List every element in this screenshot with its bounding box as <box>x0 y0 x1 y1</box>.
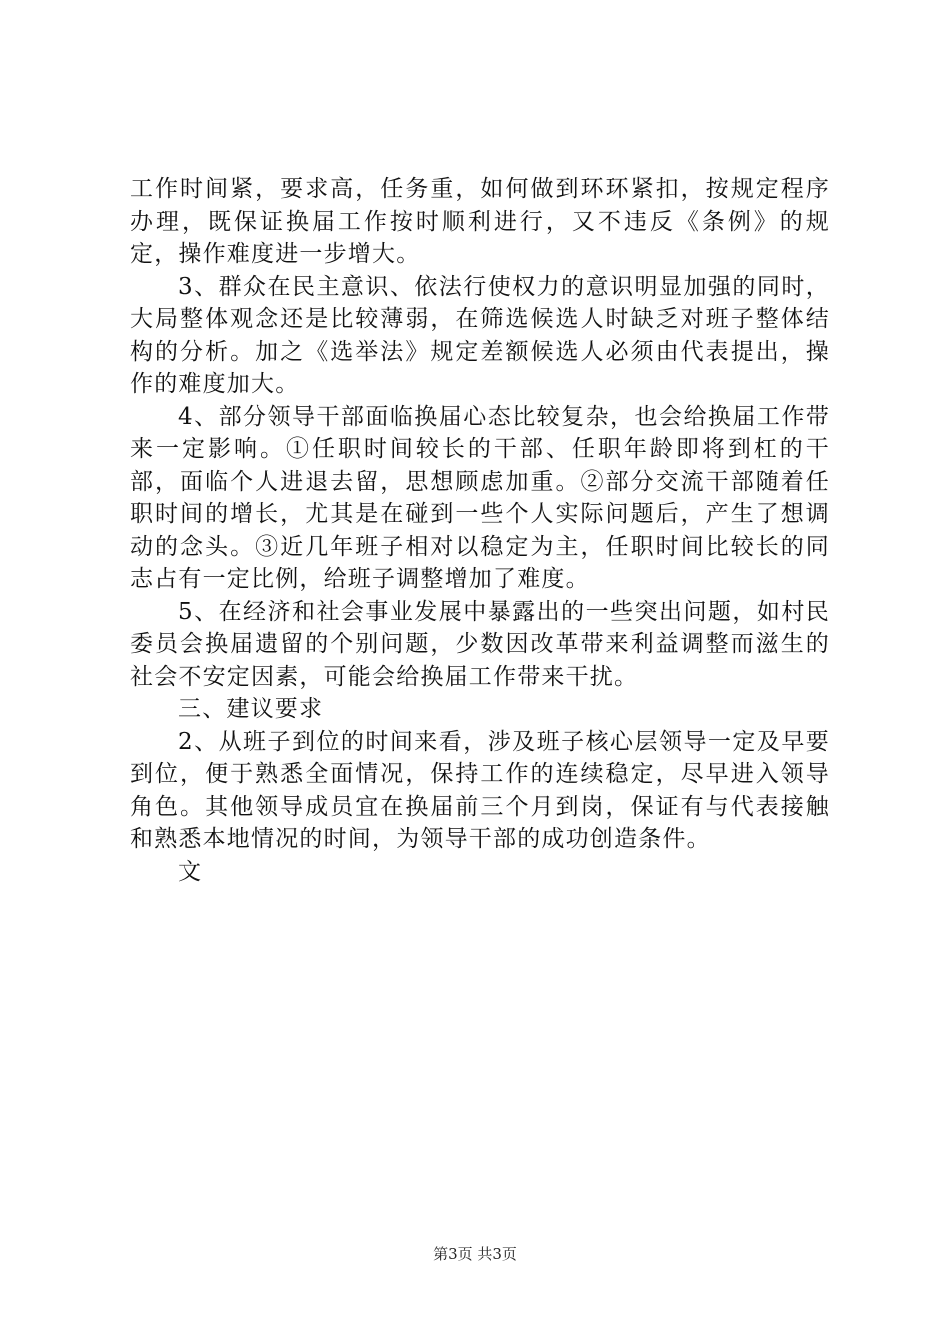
paragraph-item-5: 5、在经济和社会事业发展中暴露出的一些突出问题，如村民委员会换届遗留的个别问题，少数因改革带来利益调整而滋生的社会不安定因素，可能会给换届工作带来干扰。 <box>130 598 830 690</box>
paragraph-item-3: 3、群众在民主意识、依法行使权力的意识明显加强的同时，大局整体观念还是比较薄弱，在筛选候选人时缺乏对班子整体结构的分析。加之《选举法》规定差额候选人必须由代表提出，操作的难度加大。 <box>130 273 830 397</box>
paragraph-continuation: 工作时间紧，要求高，任务重，如何做到环环紧扣，按规定程序办理，既保证换届工作按时顺利进行，又不违反《条例》的规定，操作难度进一步增大。 <box>130 176 830 267</box>
paragraph-recommendation-2: 2、从班子到位的时间来看，涉及班子核心层领导一定及早要到位，便于熟悉全面情况，保持工作的连续稳定，尽早进入领导角色。其他领导成员宜在换届前三个月到岗，保证有与代表接触和熟悉本地情况的时间，为领导干部的成功创造条件。 <box>130 728 830 852</box>
paragraph-item-4: 4、部分领导干部面临换届心态比较复杂，也会给换届工作带来一定影响。①任职时间较长的干部、任职年龄即将到杠的干部，面临个人进退去留，思想顾虑加重。②部分交流干部随着任职时间的增长，尤其是在碰到一些个人实际问题后，产生了想调动的念头。③近几年班子相对以稳定为主，任职时间比较长的同志占有一定比例，给班子调整增加了难度。 <box>130 403 830 592</box>
paragraph-trailing: 文 <box>178 858 203 885</box>
document-body <box>130 173 830 888</box>
section-heading: 三、建议要求 <box>178 696 324 722</box>
page-footer: 第3页 共3页 <box>433 1245 517 1263</box>
